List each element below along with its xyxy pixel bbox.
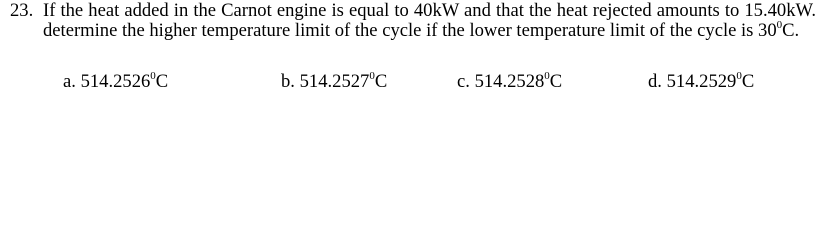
question-block [10,1,816,41]
option-value: 514.2528 [474,71,545,92]
degree-superscript: 0 [776,18,783,31]
option-value: 514.2526 [80,71,151,92]
question-text-main: If the heat added in the Carnot engine is equal to 40kW and that the heat rejected amounts to 15.40kW. determine the higher temperature limit of the cycle if the lower temperature limit of the cycle is 30 [43,0,816,41]
option-letter: b. [281,71,295,92]
option-unit: C [549,71,563,92]
option-unit: C [155,71,169,92]
question-text [43,1,816,41]
option-value: 514.2527 [299,71,370,92]
option-letter: c. [457,71,470,92]
option-unit: C [374,71,388,92]
degree-superscript: 0 [736,69,742,82]
option-letter: a. [63,71,76,92]
degree-superscript: 0 [544,69,550,82]
degree-superscript: 0 [369,69,375,82]
option-letter: d. [648,71,662,92]
question-number: 23. [10,0,34,21]
question-text-unit: C. [782,20,800,41]
option-value: 514.2529 [666,71,737,92]
option-b [281,69,388,92]
option-c [457,69,563,92]
option-d [648,69,755,92]
degree-superscript: 0 [150,69,156,82]
option-a [63,69,169,92]
option-unit: C [741,71,755,92]
answer-options [0,69,821,92]
